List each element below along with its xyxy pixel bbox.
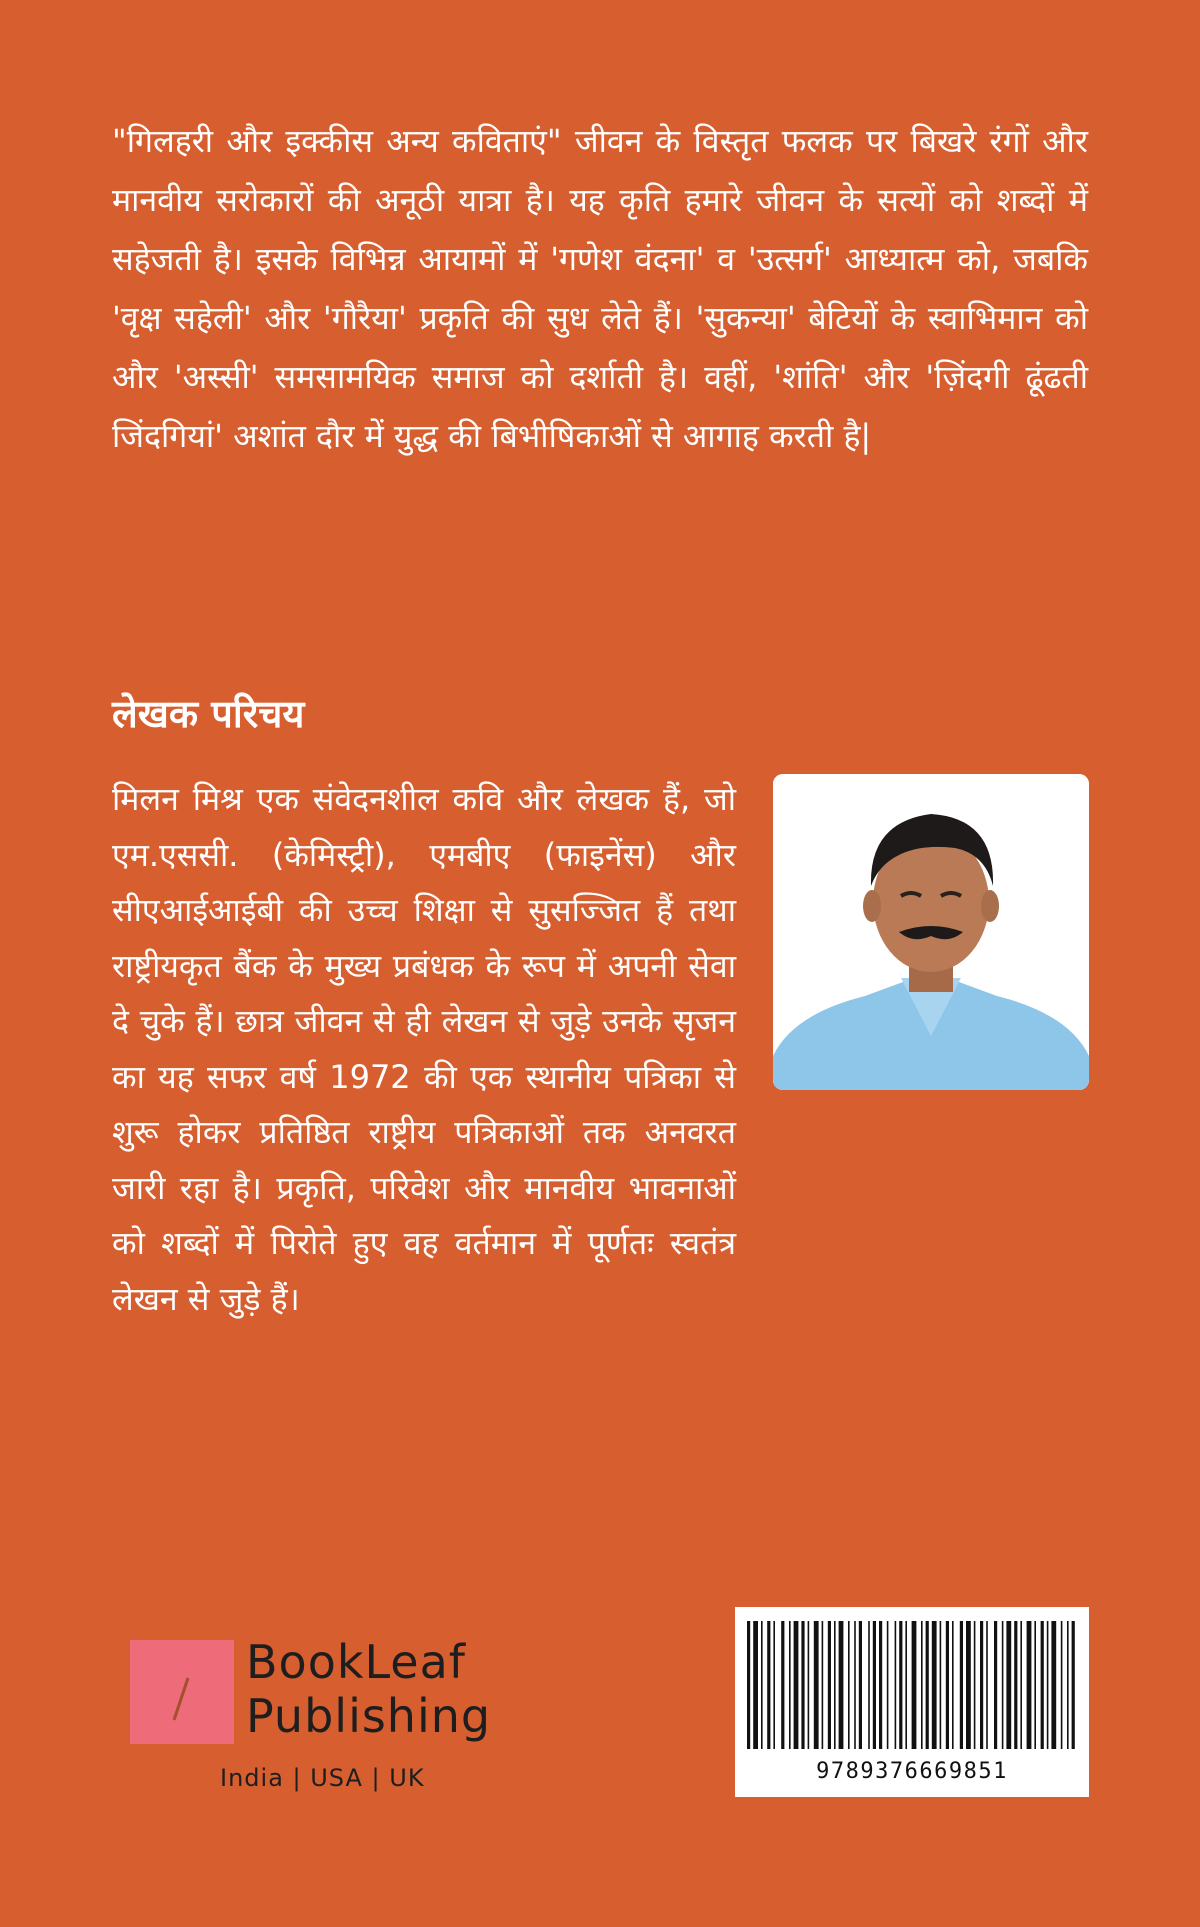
barcode-bar [753, 1621, 758, 1749]
barcode-bar [839, 1621, 844, 1749]
publisher-regions: India | USA | UK [220, 1764, 425, 1792]
barcode-bar [822, 1621, 824, 1749]
barcode-bar [1006, 1621, 1011, 1749]
isbn-number: 9789376669851 [816, 1759, 1008, 1784]
publisher-name-line1: BookLeaf [246, 1635, 466, 1689]
barcode-bar [761, 1621, 763, 1749]
barcode-bar [905, 1621, 907, 1749]
leaf-slash-icon [130, 1640, 234, 1744]
barcode-bars [735, 1607, 1089, 1757]
book-blurb: "गिलहरी और इक्कीस अन्य कविताएं" जीवन के विस्तृत फलक पर बिखरे रंगों और मानवीय सरोकारों की अनूठी यात्रा है। यह कृति हमारे जीवन के सत्यों को शब्दों में सहेजती है। इसके विभिन्न आयामों में 'गणेश वंदना' व 'उत्सर्ग' आध्यात्म को, जबकि 'वृक्ष सहेली' और 'गौरैया' प्रकृति की सुध लेते हैं। 'सुकन्या' बेटियों के स्वाभिमान को और 'अस्सी' समसामयिक समाज को दर्शाती है। वहीं, 'शांति' और 'ज़िंदगी ढूंढती जिंदगियां' अशांत दौर में युद्ध की बिभीषिकाओं से आगाह करती है| [112, 122, 1088, 455]
barcode-bar [873, 1621, 876, 1749]
author-photo [773, 774, 1089, 1090]
barcode-bar [960, 1621, 963, 1749]
barcode-bar [789, 1621, 791, 1749]
barcode-bar [1002, 1621, 1004, 1749]
barcode-bar [986, 1621, 988, 1749]
barcode-bar [980, 1621, 983, 1749]
barcode-bar [899, 1621, 902, 1749]
barcode-bar [952, 1621, 954, 1749]
barcode-bar [994, 1621, 997, 1749]
barcode-bar [1072, 1621, 1075, 1749]
barcode-bar [966, 1621, 971, 1749]
barcode-bar [868, 1621, 870, 1749]
barcode-bar [773, 1621, 775, 1749]
barcode-bar [1020, 1621, 1022, 1749]
barcode-bar [1051, 1621, 1056, 1749]
barcode-bar [808, 1621, 810, 1749]
barcode-bar [848, 1621, 850, 1749]
barcode-bar [940, 1621, 942, 1749]
barcode-bar [781, 1621, 784, 1749]
barcode-bar [1041, 1621, 1044, 1749]
barcode-bar [921, 1621, 923, 1749]
barcode-bar [1047, 1621, 1049, 1749]
barcode-bar [932, 1621, 937, 1749]
barcode-bar [1034, 1621, 1036, 1749]
barcode-bar [801, 1621, 804, 1749]
barcode-bar [767, 1621, 770, 1749]
isbn-barcode [735, 1607, 1089, 1797]
barcode-bar [887, 1621, 889, 1749]
barcode-bar [879, 1621, 882, 1749]
barcode-bar [926, 1621, 929, 1749]
barcode-bar [912, 1621, 917, 1749]
author-bio: मिलन मिश्र एक संवेदनशील कवि और लेखक हैं, जो एम.एससी. (केमिस्ट्री), एमबीए (फाइनेंस) और सीएआईआईबी की उच्च शिक्षा से सुसज्जित हैं तथा राष्ट्रीयकृत बैंक के मुख्य प्रबंधक के रूप में अपनी सेवा दे चुके हैं। छात्र जीवन से ही लेखन से जुड़े उनके सृजन का यह सफर वर्ष 1972 की एक स्थानीय पत्रिका से शुरू होकर प्रतिष्ठित राष्ट्रीय पत्रिकाओं तक अनवरत जारी रहा है। प्रकृति, परिवेश और मानवीय भावनाओं को शब्दों में पिरोते हुए वह वर्तमान में पूर्णतः स्वतंत्र लेखन से जुड़े हैं। [112, 780, 736, 1318]
author-heading: लेखक परिचय [112, 692, 305, 736]
barcode-bar [895, 1621, 897, 1749]
barcode-bar [794, 1621, 799, 1749]
barcode-bar [834, 1621, 836, 1749]
barcode-bar [1061, 1621, 1063, 1749]
barcode-bar [854, 1621, 856, 1749]
barcode-bar [974, 1621, 976, 1749]
barcode-bar [828, 1621, 831, 1749]
publisher-name-line2: Publishing [246, 1689, 492, 1743]
barcode-bar [814, 1621, 819, 1749]
publisher-logo [130, 1635, 530, 1798]
barcode-bar [747, 1621, 750, 1749]
barcode-bar [1067, 1621, 1069, 1749]
barcode-bar [1027, 1621, 1032, 1749]
barcode-bar [1014, 1621, 1017, 1749]
barcode-bar [946, 1621, 949, 1749]
barcode-bar [859, 1621, 862, 1749]
